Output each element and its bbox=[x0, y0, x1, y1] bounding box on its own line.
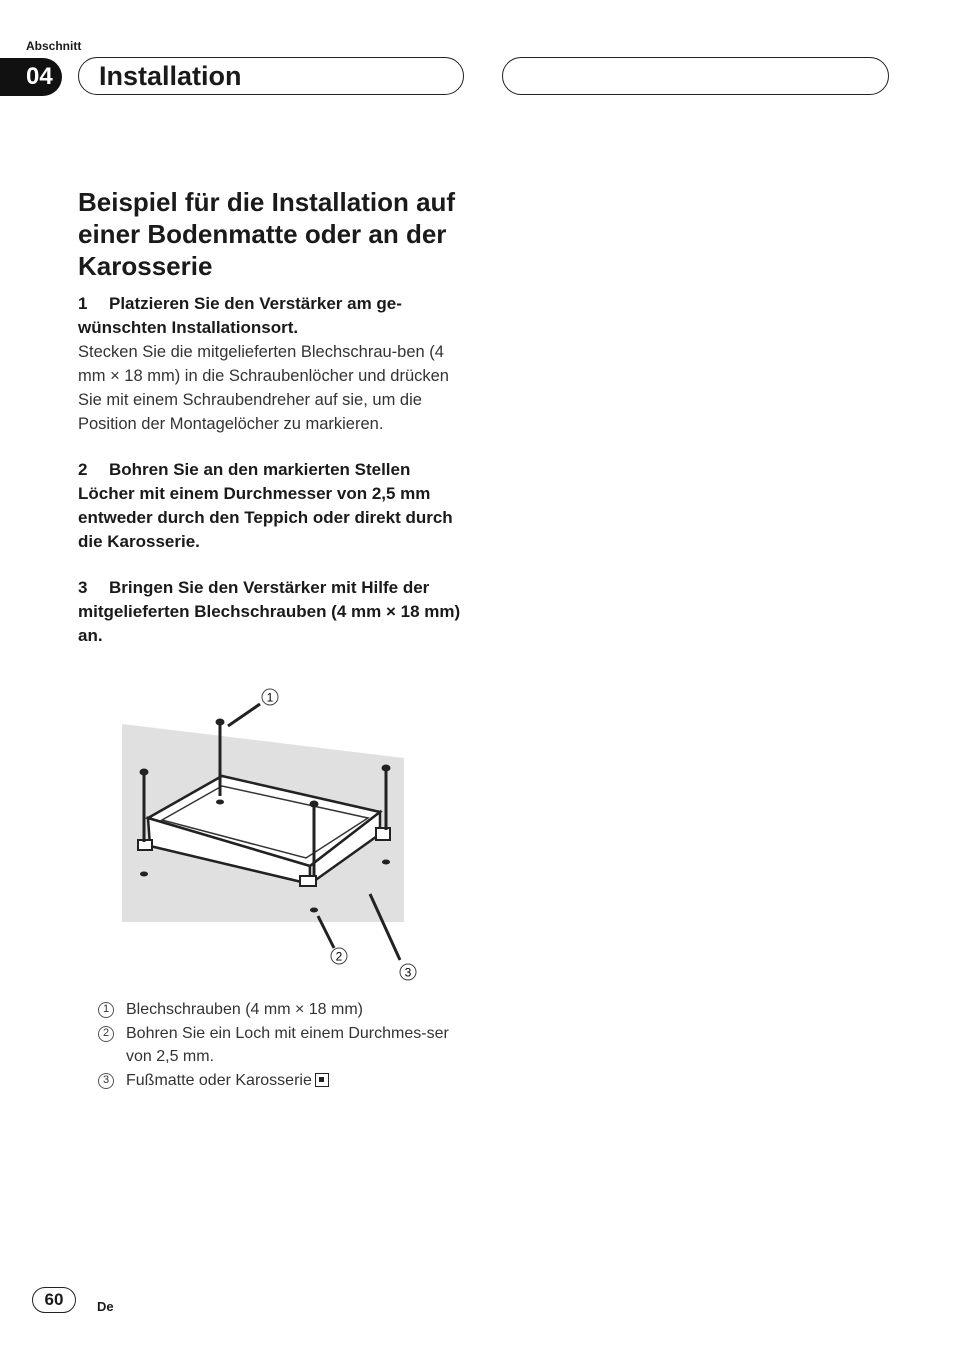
caption-2-text: Bohren Sie ein Loch mit einem Durchmes-ser von 2,5 mm. bbox=[126, 1024, 449, 1065]
chapter-header-empty bbox=[502, 57, 889, 95]
amplifier-illustration bbox=[110, 678, 430, 988]
screw-head bbox=[141, 770, 147, 774]
drill-hole bbox=[140, 872, 148, 877]
step-3-title-text: Bringen Sie den Verstärker mit Hilfe der mitgelieferten Blechschrauben (4 mm × 18 mm) an. bbox=[78, 578, 461, 645]
main-content bbox=[78, 186, 468, 648]
step-1-body: Stecken Sie die mitgelieferten Blechschrau-ben (4 mm × 18 mm) in die Schraubenlöcher und drücken Sie mit einem Schraubendreher auf sie, um die Position der Montagelöcher zu markieren. bbox=[78, 343, 449, 433]
caption-3-number: 3 bbox=[98, 1073, 114, 1089]
caption-1 bbox=[96, 998, 476, 1022]
mark-hole bbox=[216, 800, 224, 805]
caption-2-number: 2 bbox=[98, 1026, 114, 1042]
callout-1-label: 1 bbox=[266, 690, 274, 705]
page-heading: Beispiel für die Installation auf einer Bodenmatte oder an der Karosserie bbox=[78, 187, 456, 281]
mount-foot bbox=[300, 876, 316, 886]
installation-figure bbox=[110, 678, 430, 988]
caption-1-number: 1 bbox=[98, 1002, 114, 1018]
step-2-title bbox=[78, 458, 468, 554]
step-1-number: 1 bbox=[78, 294, 88, 313]
caption-3-text: Fußmatte oder Karosserie bbox=[126, 1071, 312, 1089]
leader-line-1 bbox=[228, 704, 260, 726]
chapter-header bbox=[78, 57, 464, 95]
step-2-title-text: Bohren Sie an den markierten Stellen Löcher mit einem Durchmesser von 2,5 mm entweder durch den Teppich oder direkt durch die Karosserie. bbox=[78, 460, 453, 551]
screw-head bbox=[383, 766, 389, 770]
drill-hole bbox=[310, 908, 318, 913]
screw-head bbox=[311, 802, 317, 806]
callout-3-label: 3 bbox=[404, 965, 412, 980]
figure-captions bbox=[96, 998, 476, 1092]
screw-head bbox=[217, 720, 223, 724]
page-number: 60 bbox=[32, 1287, 76, 1313]
caption-2 bbox=[96, 1022, 476, 1069]
step-3-title bbox=[78, 576, 468, 648]
step-1-title-text: Platzieren Sie den Verstärker am ge-wünschten Installationsort. bbox=[78, 294, 402, 337]
caption-3 bbox=[96, 1069, 476, 1093]
section-label: Abschnitt bbox=[26, 39, 82, 53]
step-1-title bbox=[78, 292, 468, 340]
callout-2-label: 2 bbox=[335, 949, 343, 964]
language-code: De bbox=[97, 1299, 114, 1314]
step-3-number: 3 bbox=[78, 578, 88, 597]
chapter-title: Installation bbox=[99, 61, 242, 91]
end-of-section-icon bbox=[315, 1073, 329, 1087]
caption-1-text: Blechschrauben (4 mm × 18 mm) bbox=[126, 1001, 363, 1018]
step-2-number: 2 bbox=[78, 460, 88, 479]
section-number-badge: 04 bbox=[0, 58, 62, 96]
mount-foot bbox=[376, 828, 390, 840]
drill-hole bbox=[382, 860, 390, 865]
